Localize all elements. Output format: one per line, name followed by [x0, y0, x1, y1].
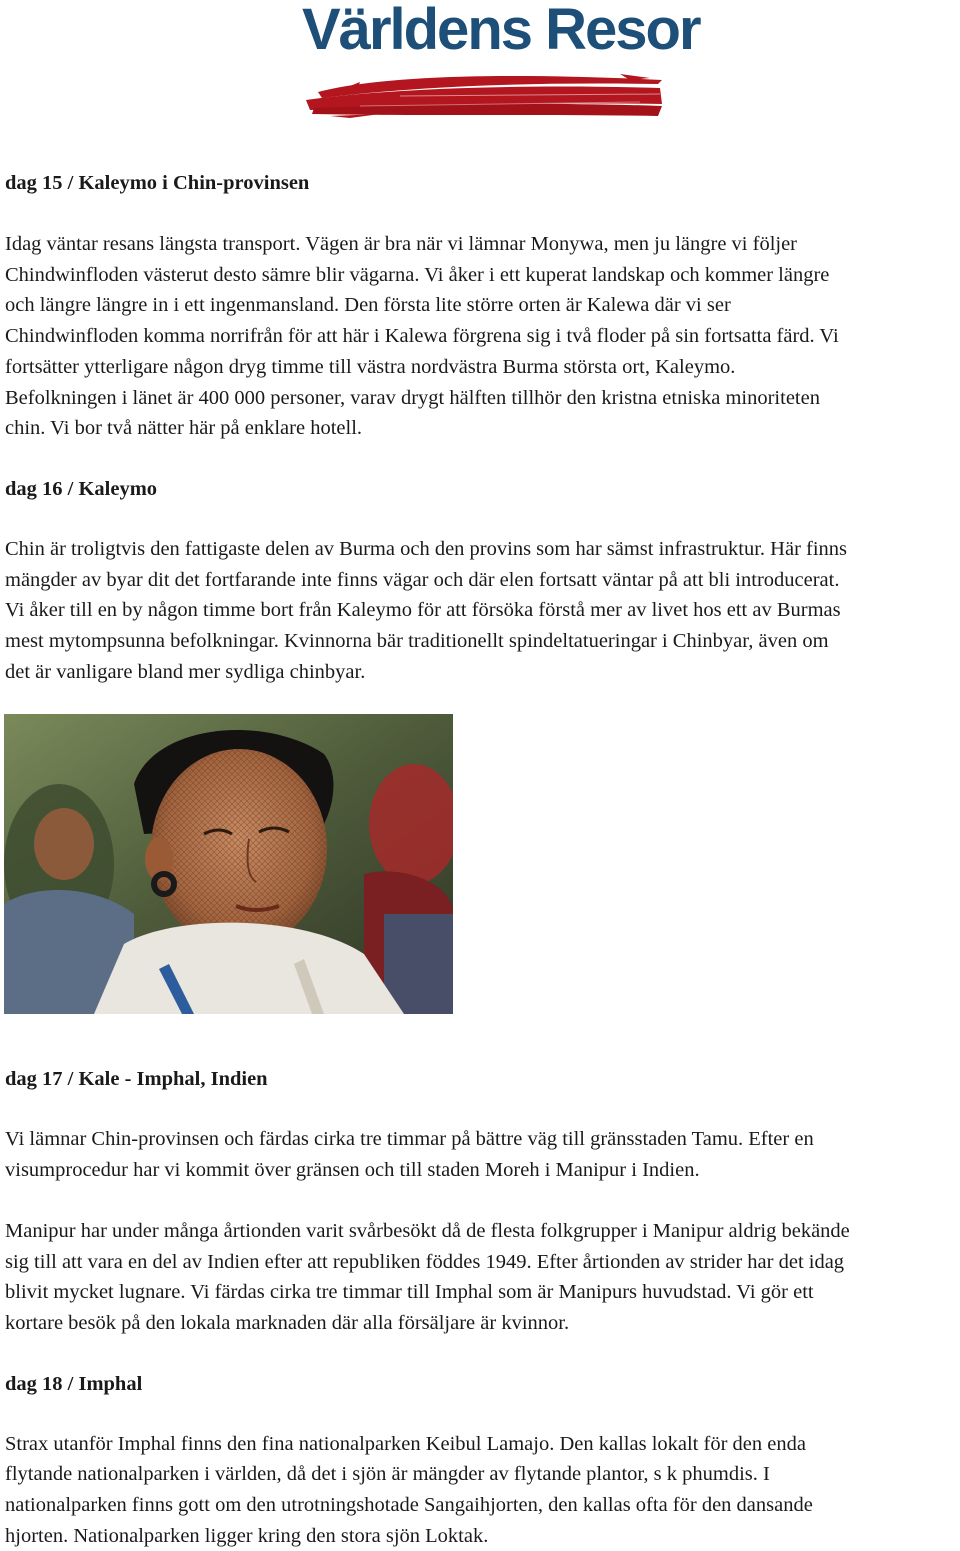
section-heading: dag 15 / Kaleymo i Chin-provinsen	[5, 172, 310, 194]
text-line: sig till att vara en del av Indien efter att republiken föddes 1949. Efter årtionden av strider har det idag	[5, 1250, 845, 1273]
portrait-image	[4, 714, 453, 1014]
text-line: hjorten. Nationalparken ligger kring den stora sjön Loktak.	[5, 1524, 489, 1547]
text-line: Manipur har under många årtionden varit svårbesökt då de flesta folkgrupper i Manipur aldrig bekände	[5, 1219, 850, 1242]
text-line: flytande nationalparken i världen, då det i sjön är mängder av flytande plantor, s k phumdis. I	[5, 1463, 770, 1486]
text-line: fortsätter ytterligare någon dryg timme till västra nordvästra Burma största ort, Kaleymo.	[5, 355, 736, 378]
portrait-photo	[4, 714, 453, 1014]
text-line: Vi lämnar Chin-provinsen och färdas cirka tre timmar på bättre väg till gränsstaden Tamu. Efter en	[5, 1128, 814, 1151]
text-line: Strax utanför Imphal finns den fina nationalparken Keibul Lamajo. Den kallas lokalt för den enda	[5, 1432, 806, 1455]
text-line: Vi åker till en by någon timme bort från Kaleymo för att försöka förstå mer av livet hos ett av Burmas	[5, 599, 841, 622]
text-line: blivit mycket lugnare. Vi färdas cirka tre timmar till Imphal som är Manipurs huvudstad. Vi gör ett	[5, 1281, 814, 1304]
text-line: Idag väntar resans längsta transport. Vägen är bra när vi lämnar Monywa, men ju längre vi följer	[5, 233, 798, 255]
brush-stroke-icon	[300, 62, 670, 120]
text-line: mest mytompsunna befolkningar. Kvinnorna bär traditionellt spindeltatueringar i Chinbyar, även om	[5, 630, 829, 653]
section-paragraph	[5, 229, 960, 444]
text-line: och längre längre in i ett ingenmansland. Den första lite större orten är Kalewa där vi ser	[5, 294, 731, 317]
text-line: nationalparken finns gott om den utrotningshotade Sangaihjorten, den kallas ofta för den dansande	[5, 1494, 813, 1517]
text-line: det är vanligare bland mer sydliga chinbyar.	[5, 660, 366, 683]
section-heading: dag 16 / Kaleymo	[5, 477, 158, 500]
text-line: kortare besök på den lokala marknaden där alla försäljare är kvinnor.	[5, 1311, 570, 1334]
section-heading: dag 17 / Kale - Imphal, Indien	[5, 1068, 268, 1091]
section-paragraph	[5, 1216, 960, 1339]
brand-logo	[300, 0, 700, 122]
section-heading: dag 18 / Imphal	[5, 1372, 143, 1395]
text-line: Chindwinfloden komma norrifrån för att här i Kalewa förgrena sig i två floder på sin fortsatta färd. Vi	[5, 325, 839, 348]
section-paragraph	[5, 1124, 960, 1185]
brand-name: Världens Resor	[302, 0, 700, 62]
text-line: Chin är troligtvis den fattigaste delen av Burma och den provins som har sämst infrastruktur. Här finns	[5, 537, 848, 560]
text-line: Befolkningen i länet är 400 000 personer, varav drygt hälften tillhör den kristna etniska minoriteten	[5, 386, 820, 409]
text-line: mängder av byar dit det fortfarande inte finns vägar och där elen fortsatt väntar på att bli introducerat.	[5, 568, 840, 591]
text-line: chin. Vi bor två nätter här på enklare hotell.	[5, 417, 363, 440]
section-paragraph	[5, 1429, 960, 1551]
text-line: Chindwinfloden västerut desto sämre blir vägarna. Vi åker i ett kuperat landskap och kommer längre	[5, 263, 830, 286]
text-line: visumprocedur har vi kommit över gränsen och till staden Moreh i Manipur i Indien.	[5, 1159, 700, 1182]
section-paragraph	[5, 534, 960, 688]
